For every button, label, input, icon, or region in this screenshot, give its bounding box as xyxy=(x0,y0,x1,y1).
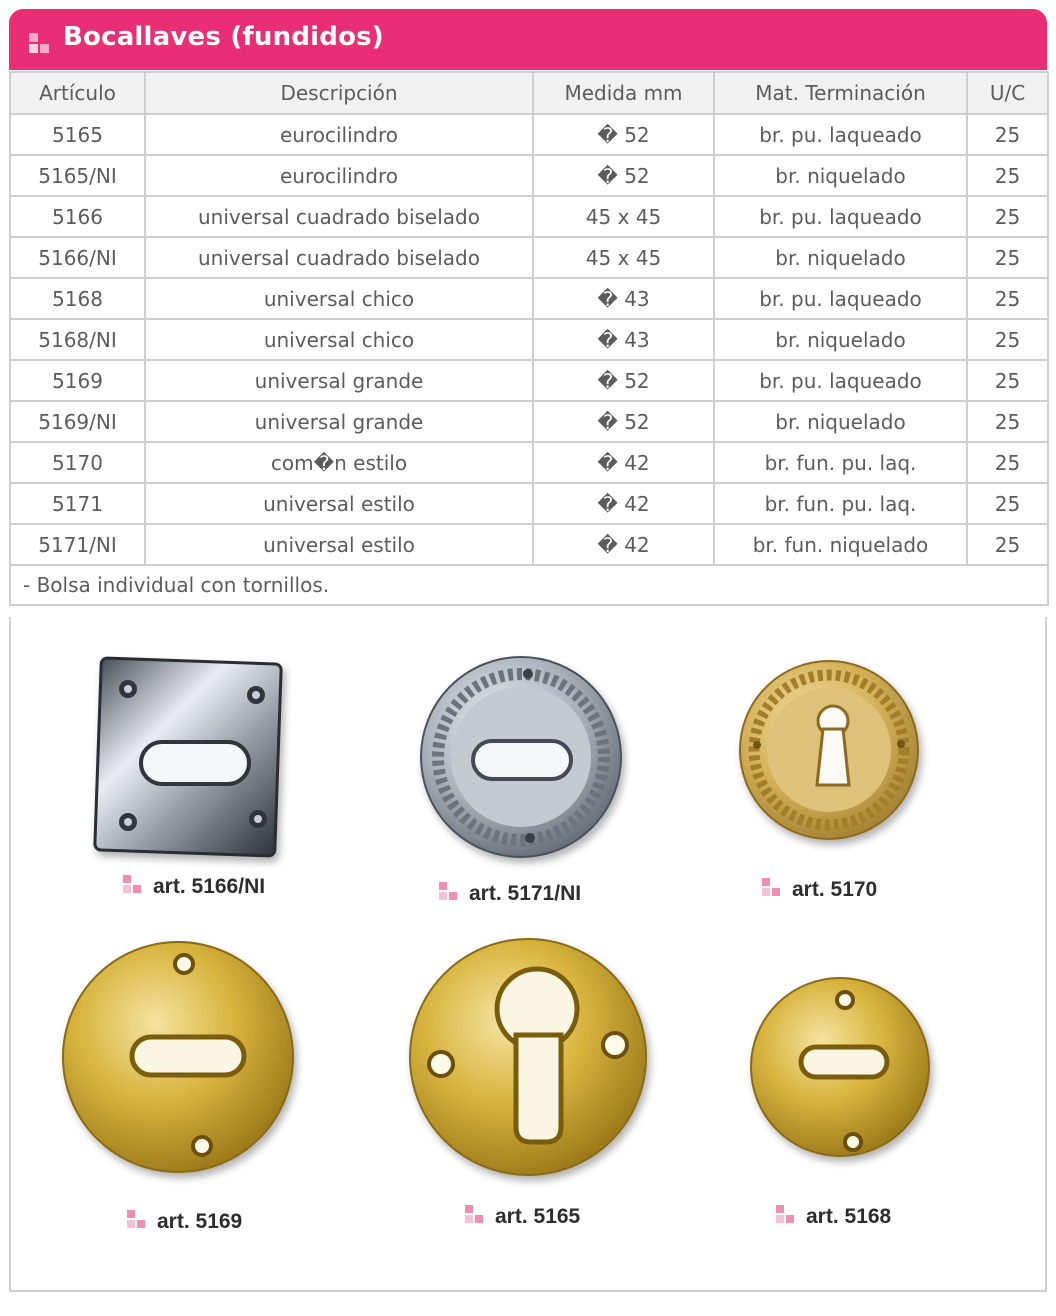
section-header xyxy=(9,9,1047,70)
note-row xyxy=(10,565,1048,605)
cell-articulo: 5168/NI xyxy=(10,319,145,360)
cell-terminacion: br. pu. laqueado xyxy=(714,196,967,237)
table-row xyxy=(10,483,1048,524)
table-header-row xyxy=(10,72,1048,114)
product-image-5169 xyxy=(63,942,293,1172)
product-photos xyxy=(9,617,1047,1292)
cell-articulo: 5170 xyxy=(10,442,145,483)
col-header-descripcion: Descripción xyxy=(145,72,533,114)
cell-uc: 25 xyxy=(967,237,1048,278)
cell-medida: � 42 xyxy=(533,442,714,483)
cell-terminacion: br. pu. laqueado xyxy=(714,360,967,401)
photo-area xyxy=(11,617,1045,1290)
cell-descripcion: universal estilo xyxy=(145,483,533,524)
cell-medida: � 52 xyxy=(533,155,714,196)
table-row xyxy=(10,401,1048,442)
cell-articulo: 5166 xyxy=(10,196,145,237)
cell-descripcion: com�n estilo xyxy=(145,442,533,483)
caption-text: art. 5170 xyxy=(792,878,878,901)
squares-logo-icon xyxy=(29,33,51,59)
product-caption xyxy=(123,875,265,899)
product-image-5165 xyxy=(410,939,646,1175)
product-caption xyxy=(465,1205,580,1229)
cell-uc: 25 xyxy=(967,155,1048,196)
cell-terminacion: br. fun. niquelado xyxy=(714,524,967,565)
cell-terminacion: br. niquelado xyxy=(714,319,967,360)
cell-uc: 25 xyxy=(967,114,1048,155)
cell-articulo: 5165/NI xyxy=(10,155,145,196)
cell-uc: 25 xyxy=(967,319,1048,360)
cell-medida: � 42 xyxy=(533,524,714,565)
table-row xyxy=(10,237,1048,278)
col-header-articulo: Artículo xyxy=(10,72,145,114)
cell-medida: � 52 xyxy=(533,401,714,442)
cell-descripcion: universal grande xyxy=(145,401,533,442)
cell-articulo: 5169 xyxy=(10,360,145,401)
cell-descripcion: universal grande xyxy=(145,360,533,401)
cell-uc: 25 xyxy=(967,483,1048,524)
cell-terminacion: br. niquelado xyxy=(714,237,967,278)
cell-descripcion: universal chico xyxy=(145,278,533,319)
col-header-uc: U/C xyxy=(967,72,1048,114)
cell-medida: � 52 xyxy=(533,360,714,401)
product-sheet xyxy=(9,9,1047,1292)
pink-squares-icon xyxy=(127,1210,149,1230)
cell-medida: � 43 xyxy=(533,278,714,319)
product-caption xyxy=(439,882,581,906)
cell-medida: � 42 xyxy=(533,483,714,524)
table-row xyxy=(10,278,1048,319)
cell-articulo: 5171/NI xyxy=(10,524,145,565)
product-image-5170 xyxy=(740,661,918,839)
cell-uc: 25 xyxy=(967,278,1048,319)
cell-descripcion: eurocilindro xyxy=(145,114,533,155)
cell-terminacion: br. fun. pu. laq. xyxy=(714,483,967,524)
table-row xyxy=(10,524,1048,565)
cell-uc: 25 xyxy=(967,442,1048,483)
cell-medida: 45 x 45 xyxy=(533,196,714,237)
cell-descripcion: eurocilindro xyxy=(145,155,533,196)
cell-descripcion: universal chico xyxy=(145,319,533,360)
caption-text: art. 5169 xyxy=(157,1210,243,1233)
pink-squares-icon xyxy=(762,878,784,898)
table-row xyxy=(10,196,1048,237)
col-header-terminacion: Mat. Terminación xyxy=(714,72,967,114)
cell-uc: 25 xyxy=(967,401,1048,442)
cell-articulo: 5165 xyxy=(10,114,145,155)
product-table xyxy=(9,71,1049,606)
cell-medida: � 43 xyxy=(533,319,714,360)
note-text: - Bolsa individual con tornillos. xyxy=(10,565,1048,605)
cell-terminacion: br. niquelado xyxy=(714,401,967,442)
cell-descripcion: universal cuadrado biselado xyxy=(145,196,533,237)
cell-articulo: 5169/NI xyxy=(10,401,145,442)
product-caption xyxy=(127,1210,242,1234)
table-row xyxy=(10,360,1048,401)
cell-uc: 25 xyxy=(967,524,1048,565)
product-caption xyxy=(776,1205,891,1229)
cell-uc: 25 xyxy=(967,360,1048,401)
cell-articulo: 5171 xyxy=(10,483,145,524)
pink-squares-icon xyxy=(465,1205,487,1225)
table-row xyxy=(10,155,1048,196)
cell-descripcion: universal estilo xyxy=(145,524,533,565)
cell-terminacion: br. niquelado xyxy=(714,155,967,196)
cell-descripcion: universal cuadrado biselado xyxy=(145,237,533,278)
product-image-5166ni xyxy=(95,658,282,856)
product-image-5168 xyxy=(751,978,929,1156)
product-image-5171ni xyxy=(421,657,621,857)
cell-uc: 25 xyxy=(967,196,1048,237)
table-row xyxy=(10,442,1048,483)
cell-terminacion: br. pu. laqueado xyxy=(714,278,967,319)
cell-terminacion: br. pu. laqueado xyxy=(714,114,967,155)
caption-text: art. 5165 xyxy=(495,1205,581,1228)
product-caption xyxy=(762,878,877,902)
cell-articulo: 5166/NI xyxy=(10,237,145,278)
col-header-medida: Medida mm xyxy=(533,72,714,114)
cell-medida: 45 x 45 xyxy=(533,237,714,278)
cell-medida: � 52 xyxy=(533,114,714,155)
page-title: Bocallaves (fundidos) xyxy=(63,22,384,52)
caption-text: art. 5168 xyxy=(806,1205,892,1228)
pink-squares-icon xyxy=(123,875,145,895)
caption-text: art. 5171/NI xyxy=(469,882,582,905)
caption-text: art. 5166/NI xyxy=(153,875,266,898)
cell-terminacion: br. fun. pu. laq. xyxy=(714,442,967,483)
pink-squares-icon xyxy=(439,882,461,902)
cell-articulo: 5168 xyxy=(10,278,145,319)
pink-squares-icon xyxy=(776,1205,798,1225)
table-row xyxy=(10,114,1048,155)
table-row xyxy=(10,319,1048,360)
